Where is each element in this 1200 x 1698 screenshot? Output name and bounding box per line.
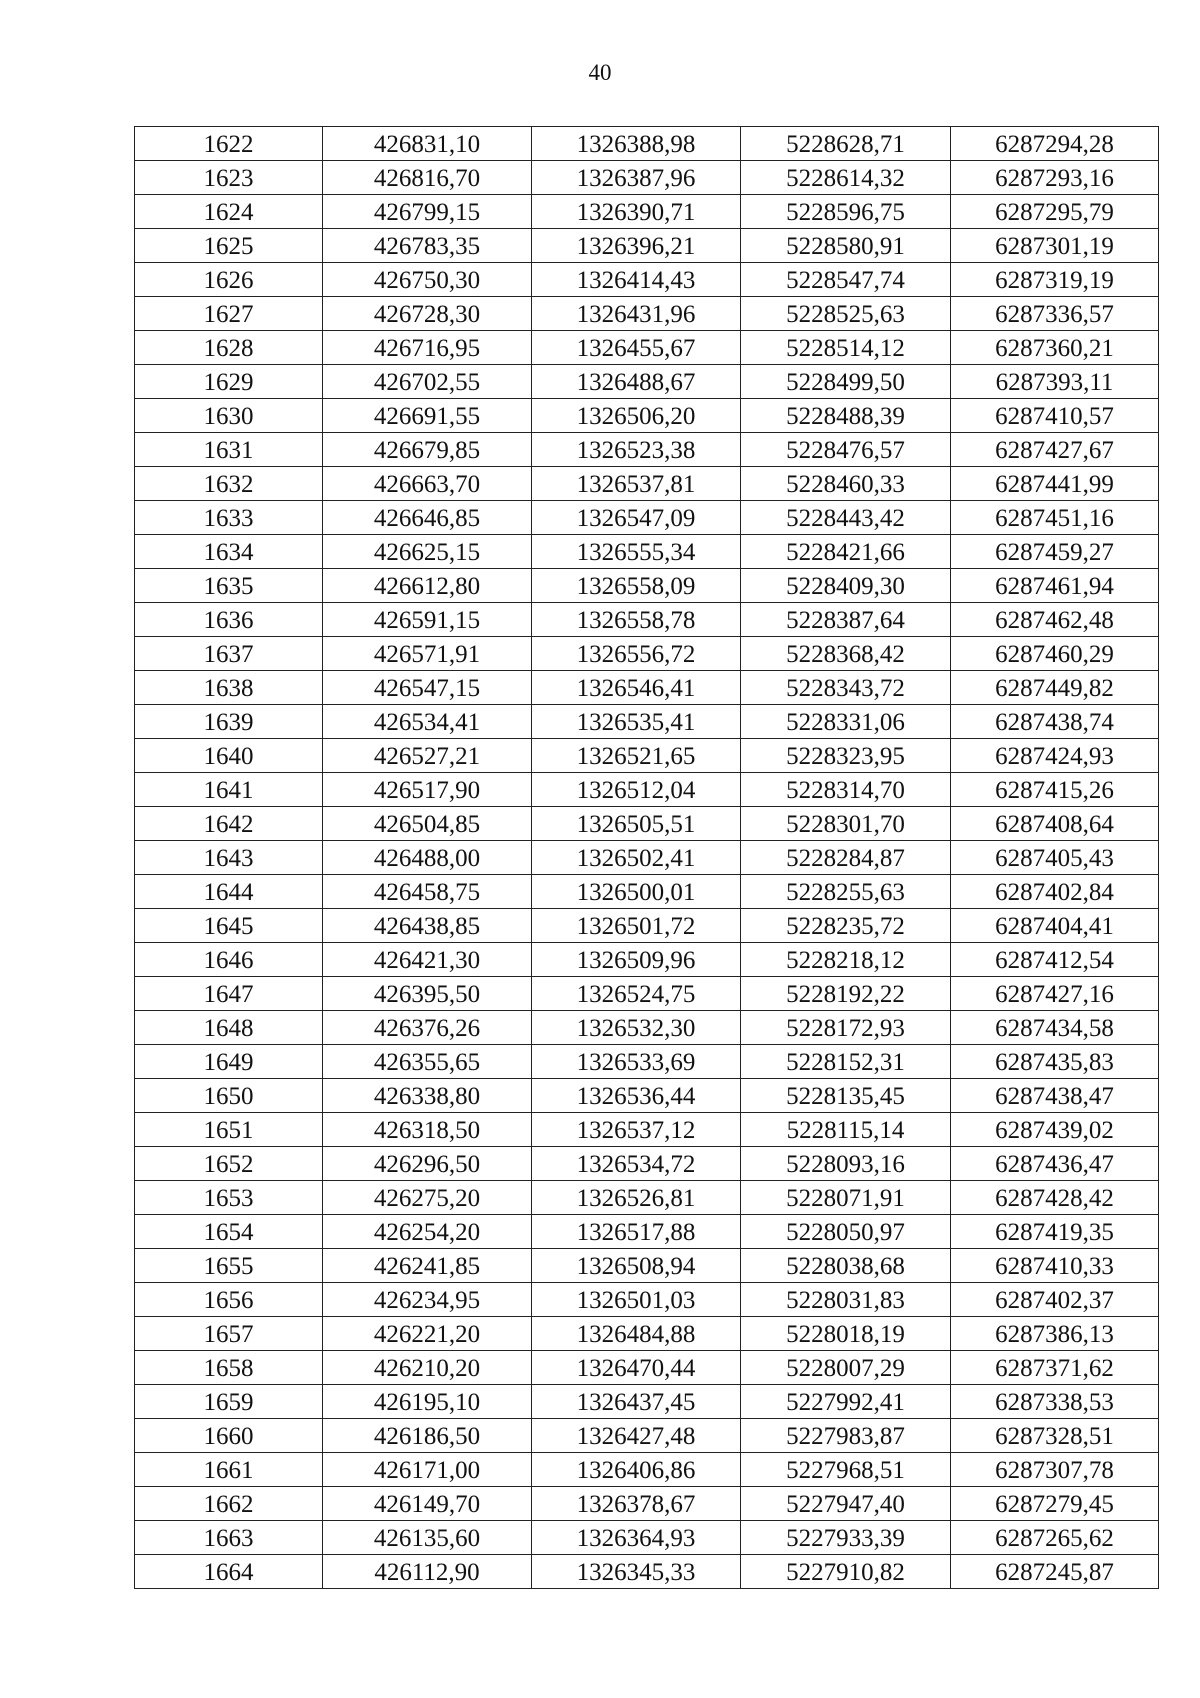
point-number-cell: 1641 [135, 773, 323, 807]
y-coordinate-cell: 1326387,96 [532, 161, 741, 195]
y-coordinate-cell: 1326455,67 [532, 331, 741, 365]
x2-coordinate-cell: 5228614,32 [741, 161, 951, 195]
point-number-cell: 1644 [135, 875, 323, 909]
table-row [135, 467, 1159, 501]
x-coordinate-cell: 426783,35 [323, 229, 532, 263]
x-coordinate-cell: 426527,21 [323, 739, 532, 773]
x2-coordinate-cell: 5228343,72 [741, 671, 951, 705]
x-coordinate-cell: 426210,20 [323, 1351, 532, 1385]
y2-coordinate-cell: 6287438,74 [951, 705, 1159, 739]
x-coordinate-cell: 426799,15 [323, 195, 532, 229]
point-number-cell: 1636 [135, 603, 323, 637]
table-row [135, 1181, 1159, 1215]
y2-coordinate-cell: 6287436,47 [951, 1147, 1159, 1181]
y-coordinate-cell: 1326470,44 [532, 1351, 741, 1385]
x-coordinate-cell: 426612,80 [323, 569, 532, 603]
point-number-cell: 1655 [135, 1249, 323, 1283]
point-number-cell: 1624 [135, 195, 323, 229]
y-coordinate-cell: 1326364,93 [532, 1521, 741, 1555]
point-number-cell: 1660 [135, 1419, 323, 1453]
x2-coordinate-cell: 5228192,22 [741, 977, 951, 1011]
x2-coordinate-cell: 5228580,91 [741, 229, 951, 263]
y2-coordinate-cell: 6287328,51 [951, 1419, 1159, 1453]
y-coordinate-cell: 1326506,20 [532, 399, 741, 433]
x-coordinate-cell: 426438,85 [323, 909, 532, 943]
y-coordinate-cell: 1326547,09 [532, 501, 741, 535]
y2-coordinate-cell: 6287427,16 [951, 977, 1159, 1011]
x-coordinate-cell: 426547,15 [323, 671, 532, 705]
y2-coordinate-cell: 6287405,43 [951, 841, 1159, 875]
x2-coordinate-cell: 5227968,51 [741, 1453, 951, 1487]
y2-coordinate-cell: 6287410,33 [951, 1249, 1159, 1283]
y-coordinate-cell: 1326509,96 [532, 943, 741, 977]
x-coordinate-cell: 426221,20 [323, 1317, 532, 1351]
table-row [135, 841, 1159, 875]
table-row [135, 195, 1159, 229]
table-row [135, 909, 1159, 943]
table-row [135, 637, 1159, 671]
x-coordinate-cell: 426816,70 [323, 161, 532, 195]
point-number-cell: 1663 [135, 1521, 323, 1555]
point-number-cell: 1637 [135, 637, 323, 671]
x2-coordinate-cell: 5228071,91 [741, 1181, 951, 1215]
y2-coordinate-cell: 6287301,19 [951, 229, 1159, 263]
table-row [135, 569, 1159, 603]
point-number-cell: 1638 [135, 671, 323, 705]
x-coordinate-cell: 426517,90 [323, 773, 532, 807]
x2-coordinate-cell: 5228301,70 [741, 807, 951, 841]
table-row [135, 1011, 1159, 1045]
x-coordinate-cell: 426458,75 [323, 875, 532, 909]
table-row [135, 671, 1159, 705]
point-number-cell: 1645 [135, 909, 323, 943]
table-row [135, 1283, 1159, 1317]
coordinates-table-body [135, 127, 1159, 1589]
y2-coordinate-cell: 6287245,87 [951, 1555, 1159, 1589]
point-number-cell: 1628 [135, 331, 323, 365]
y-coordinate-cell: 1326523,38 [532, 433, 741, 467]
table-row [135, 1045, 1159, 1079]
x-coordinate-cell: 426421,30 [323, 943, 532, 977]
y-coordinate-cell: 1326427,48 [532, 1419, 741, 1453]
x2-coordinate-cell: 5228255,63 [741, 875, 951, 909]
x2-coordinate-cell: 5228323,95 [741, 739, 951, 773]
point-number-cell: 1640 [135, 739, 323, 773]
x2-coordinate-cell: 5227983,87 [741, 1419, 951, 1453]
table-row [135, 773, 1159, 807]
point-number-cell: 1639 [135, 705, 323, 739]
y-coordinate-cell: 1326345,33 [532, 1555, 741, 1589]
y-coordinate-cell: 1326505,51 [532, 807, 741, 841]
x-coordinate-cell: 426149,70 [323, 1487, 532, 1521]
y2-coordinate-cell: 6287295,79 [951, 195, 1159, 229]
x-coordinate-cell: 426318,50 [323, 1113, 532, 1147]
x2-coordinate-cell: 5228409,30 [741, 569, 951, 603]
x2-coordinate-cell: 5228007,29 [741, 1351, 951, 1385]
y2-coordinate-cell: 6287393,11 [951, 365, 1159, 399]
point-number-cell: 1631 [135, 433, 323, 467]
x-coordinate-cell: 426691,55 [323, 399, 532, 433]
x2-coordinate-cell: 5228368,42 [741, 637, 951, 671]
y2-coordinate-cell: 6287319,19 [951, 263, 1159, 297]
y-coordinate-cell: 1326501,72 [532, 909, 741, 943]
y2-coordinate-cell: 6287338,53 [951, 1385, 1159, 1419]
x2-coordinate-cell: 5228135,45 [741, 1079, 951, 1113]
point-number-cell: 1629 [135, 365, 323, 399]
x-coordinate-cell: 426376,26 [323, 1011, 532, 1045]
y-coordinate-cell: 1326555,34 [532, 535, 741, 569]
y2-coordinate-cell: 6287408,64 [951, 807, 1159, 841]
y2-coordinate-cell: 6287461,94 [951, 569, 1159, 603]
y-coordinate-cell: 1326558,78 [532, 603, 741, 637]
x2-coordinate-cell: 5228018,19 [741, 1317, 951, 1351]
x2-coordinate-cell: 5228525,63 [741, 297, 951, 331]
point-number-cell: 1659 [135, 1385, 323, 1419]
table-row [135, 229, 1159, 263]
y2-coordinate-cell: 6287410,57 [951, 399, 1159, 433]
table-row [135, 365, 1159, 399]
x-coordinate-cell: 426254,20 [323, 1215, 532, 1249]
x-coordinate-cell: 426831,10 [323, 127, 532, 161]
y2-coordinate-cell: 6287451,16 [951, 501, 1159, 535]
x2-coordinate-cell: 5227933,39 [741, 1521, 951, 1555]
y-coordinate-cell: 1326537,81 [532, 467, 741, 501]
y2-coordinate-cell: 6287293,16 [951, 161, 1159, 195]
x2-coordinate-cell: 5228514,12 [741, 331, 951, 365]
x2-coordinate-cell: 5228038,68 [741, 1249, 951, 1283]
table-row [135, 1385, 1159, 1419]
y2-coordinate-cell: 6287294,28 [951, 127, 1159, 161]
x2-coordinate-cell: 5228235,72 [741, 909, 951, 943]
x-coordinate-cell: 426355,65 [323, 1045, 532, 1079]
y-coordinate-cell: 1326508,94 [532, 1249, 741, 1283]
x-coordinate-cell: 426135,60 [323, 1521, 532, 1555]
x2-coordinate-cell: 5228284,87 [741, 841, 951, 875]
point-number-cell: 1634 [135, 535, 323, 569]
y2-coordinate-cell: 6287402,37 [951, 1283, 1159, 1317]
table-row [135, 1453, 1159, 1487]
y2-coordinate-cell: 6287439,02 [951, 1113, 1159, 1147]
point-number-cell: 1656 [135, 1283, 323, 1317]
x2-coordinate-cell: 5228218,12 [741, 943, 951, 977]
table-row [135, 1521, 1159, 1555]
y2-coordinate-cell: 6287371,62 [951, 1351, 1159, 1385]
point-number-cell: 1648 [135, 1011, 323, 1045]
y2-coordinate-cell: 6287434,58 [951, 1011, 1159, 1045]
point-number-cell: 1652 [135, 1147, 323, 1181]
y-coordinate-cell: 1326534,72 [532, 1147, 741, 1181]
y-coordinate-cell: 1326536,44 [532, 1079, 741, 1113]
table-row [135, 807, 1159, 841]
x-coordinate-cell: 426571,91 [323, 637, 532, 671]
x-coordinate-cell: 426504,85 [323, 807, 532, 841]
point-number-cell: 1622 [135, 127, 323, 161]
coordinates-table [134, 126, 1159, 1589]
y-coordinate-cell: 1326517,88 [532, 1215, 741, 1249]
x2-coordinate-cell: 5228421,66 [741, 535, 951, 569]
y-coordinate-cell: 1326390,71 [532, 195, 741, 229]
y2-coordinate-cell: 6287402,84 [951, 875, 1159, 909]
point-number-cell: 1632 [135, 467, 323, 501]
point-number-cell: 1625 [135, 229, 323, 263]
y-coordinate-cell: 1326521,65 [532, 739, 741, 773]
table-row [135, 705, 1159, 739]
x-coordinate-cell: 426750,30 [323, 263, 532, 297]
point-number-cell: 1642 [135, 807, 323, 841]
x2-coordinate-cell: 5228387,64 [741, 603, 951, 637]
y2-coordinate-cell: 6287419,35 [951, 1215, 1159, 1249]
table-row [135, 943, 1159, 977]
table-row [135, 127, 1159, 161]
y-coordinate-cell: 1326524,75 [532, 977, 741, 1011]
table-row [135, 433, 1159, 467]
y2-coordinate-cell: 6287360,21 [951, 331, 1159, 365]
y2-coordinate-cell: 6287462,48 [951, 603, 1159, 637]
table-row [135, 161, 1159, 195]
point-number-cell: 1627 [135, 297, 323, 331]
x-coordinate-cell: 426275,20 [323, 1181, 532, 1215]
x-coordinate-cell: 426171,00 [323, 1453, 532, 1487]
y-coordinate-cell: 1326431,96 [532, 297, 741, 331]
x2-coordinate-cell: 5227947,40 [741, 1487, 951, 1521]
table-row [135, 875, 1159, 909]
y2-coordinate-cell: 6287336,57 [951, 297, 1159, 331]
y2-coordinate-cell: 6287412,54 [951, 943, 1159, 977]
x-coordinate-cell: 426534,41 [323, 705, 532, 739]
x2-coordinate-cell: 5227992,41 [741, 1385, 951, 1419]
point-number-cell: 1649 [135, 1045, 323, 1079]
x2-coordinate-cell: 5227910,82 [741, 1555, 951, 1589]
y-coordinate-cell: 1326526,81 [532, 1181, 741, 1215]
y2-coordinate-cell: 6287265,62 [951, 1521, 1159, 1555]
table-row [135, 501, 1159, 535]
x2-coordinate-cell: 5228488,39 [741, 399, 951, 433]
y2-coordinate-cell: 6287424,93 [951, 739, 1159, 773]
table-row [135, 1147, 1159, 1181]
table-row [135, 399, 1159, 433]
y2-coordinate-cell: 6287307,78 [951, 1453, 1159, 1487]
table-row [135, 1555, 1159, 1589]
table-row [135, 603, 1159, 637]
y2-coordinate-cell: 6287427,67 [951, 433, 1159, 467]
x2-coordinate-cell: 5228476,57 [741, 433, 951, 467]
x2-coordinate-cell: 5228115,14 [741, 1113, 951, 1147]
table-row [135, 739, 1159, 773]
table-row [135, 1249, 1159, 1283]
y-coordinate-cell: 1326512,04 [532, 773, 741, 807]
x2-coordinate-cell: 5228314,70 [741, 773, 951, 807]
x2-coordinate-cell: 5228172,93 [741, 1011, 951, 1045]
x2-coordinate-cell: 5228031,83 [741, 1283, 951, 1317]
x2-coordinate-cell: 5228050,97 [741, 1215, 951, 1249]
table-row [135, 1351, 1159, 1385]
y-coordinate-cell: 1326556,72 [532, 637, 741, 671]
point-number-cell: 1626 [135, 263, 323, 297]
point-number-cell: 1661 [135, 1453, 323, 1487]
y2-coordinate-cell: 6287404,41 [951, 909, 1159, 943]
y-coordinate-cell: 1326378,67 [532, 1487, 741, 1521]
x2-coordinate-cell: 5228628,71 [741, 127, 951, 161]
x2-coordinate-cell: 5228596,75 [741, 195, 951, 229]
table-row [135, 297, 1159, 331]
point-number-cell: 1654 [135, 1215, 323, 1249]
y-coordinate-cell: 1326406,86 [532, 1453, 741, 1487]
point-number-cell: 1653 [135, 1181, 323, 1215]
y-coordinate-cell: 1326535,41 [532, 705, 741, 739]
y-coordinate-cell: 1326537,12 [532, 1113, 741, 1147]
y2-coordinate-cell: 6287415,26 [951, 773, 1159, 807]
table-row [135, 1113, 1159, 1147]
x-coordinate-cell: 426728,30 [323, 297, 532, 331]
y-coordinate-cell: 1326546,41 [532, 671, 741, 705]
x2-coordinate-cell: 5228443,42 [741, 501, 951, 535]
x-coordinate-cell: 426591,15 [323, 603, 532, 637]
point-number-cell: 1658 [135, 1351, 323, 1385]
table-row [135, 1215, 1159, 1249]
x-coordinate-cell: 426241,85 [323, 1249, 532, 1283]
table-row [135, 977, 1159, 1011]
point-number-cell: 1662 [135, 1487, 323, 1521]
y2-coordinate-cell: 6287386,13 [951, 1317, 1159, 1351]
table-row [135, 331, 1159, 365]
x-coordinate-cell: 426702,55 [323, 365, 532, 399]
y-coordinate-cell: 1326396,21 [532, 229, 741, 263]
x-coordinate-cell: 426195,10 [323, 1385, 532, 1419]
y-coordinate-cell: 1326488,67 [532, 365, 741, 399]
point-number-cell: 1633 [135, 501, 323, 535]
x2-coordinate-cell: 5228331,06 [741, 705, 951, 739]
x-coordinate-cell: 426663,70 [323, 467, 532, 501]
y-coordinate-cell: 1326484,88 [532, 1317, 741, 1351]
x-coordinate-cell: 426488,00 [323, 841, 532, 875]
x-coordinate-cell: 426716,95 [323, 331, 532, 365]
x-coordinate-cell: 426625,15 [323, 535, 532, 569]
x-coordinate-cell: 426296,50 [323, 1147, 532, 1181]
y2-coordinate-cell: 6287435,83 [951, 1045, 1159, 1079]
y-coordinate-cell: 1326500,01 [532, 875, 741, 909]
table-row [135, 535, 1159, 569]
x2-coordinate-cell: 5228460,33 [741, 467, 951, 501]
y-coordinate-cell: 1326437,45 [532, 1385, 741, 1419]
y-coordinate-cell: 1326533,69 [532, 1045, 741, 1079]
x2-coordinate-cell: 5228093,16 [741, 1147, 951, 1181]
y-coordinate-cell: 1326532,30 [532, 1011, 741, 1045]
x2-coordinate-cell: 5228499,50 [741, 365, 951, 399]
x2-coordinate-cell: 5228152,31 [741, 1045, 951, 1079]
point-number-cell: 1630 [135, 399, 323, 433]
point-number-cell: 1643 [135, 841, 323, 875]
x-coordinate-cell: 426395,50 [323, 977, 532, 1011]
y-coordinate-cell: 1326388,98 [532, 127, 741, 161]
y-coordinate-cell: 1326414,43 [532, 263, 741, 297]
point-number-cell: 1646 [135, 943, 323, 977]
y2-coordinate-cell: 6287459,27 [951, 535, 1159, 569]
x-coordinate-cell: 426234,95 [323, 1283, 532, 1317]
x2-coordinate-cell: 5228547,74 [741, 263, 951, 297]
y-coordinate-cell: 1326558,09 [532, 569, 741, 603]
x-coordinate-cell: 426186,50 [323, 1419, 532, 1453]
point-number-cell: 1647 [135, 977, 323, 1011]
point-number-cell: 1651 [135, 1113, 323, 1147]
x-coordinate-cell: 426112,90 [323, 1555, 532, 1589]
y-coordinate-cell: 1326502,41 [532, 841, 741, 875]
x-coordinate-cell: 426646,85 [323, 501, 532, 535]
table-row [135, 1317, 1159, 1351]
point-number-cell: 1664 [135, 1555, 323, 1589]
y2-coordinate-cell: 6287279,45 [951, 1487, 1159, 1521]
y2-coordinate-cell: 6287441,99 [951, 467, 1159, 501]
table-row [135, 1419, 1159, 1453]
y2-coordinate-cell: 6287428,42 [951, 1181, 1159, 1215]
table-row [135, 1079, 1159, 1113]
x-coordinate-cell: 426679,85 [323, 433, 532, 467]
x-coordinate-cell: 426338,80 [323, 1079, 532, 1113]
table-row [135, 1487, 1159, 1521]
y2-coordinate-cell: 6287460,29 [951, 637, 1159, 671]
page-number: 40 [588, 60, 612, 85]
point-number-cell: 1623 [135, 161, 323, 195]
table-row [135, 263, 1159, 297]
y2-coordinate-cell: 6287449,82 [951, 671, 1159, 705]
point-number-cell: 1635 [135, 569, 323, 603]
point-number-cell: 1657 [135, 1317, 323, 1351]
point-number-cell: 1650 [135, 1079, 323, 1113]
y2-coordinate-cell: 6287438,47 [951, 1079, 1159, 1113]
y-coordinate-cell: 1326501,03 [532, 1283, 741, 1317]
